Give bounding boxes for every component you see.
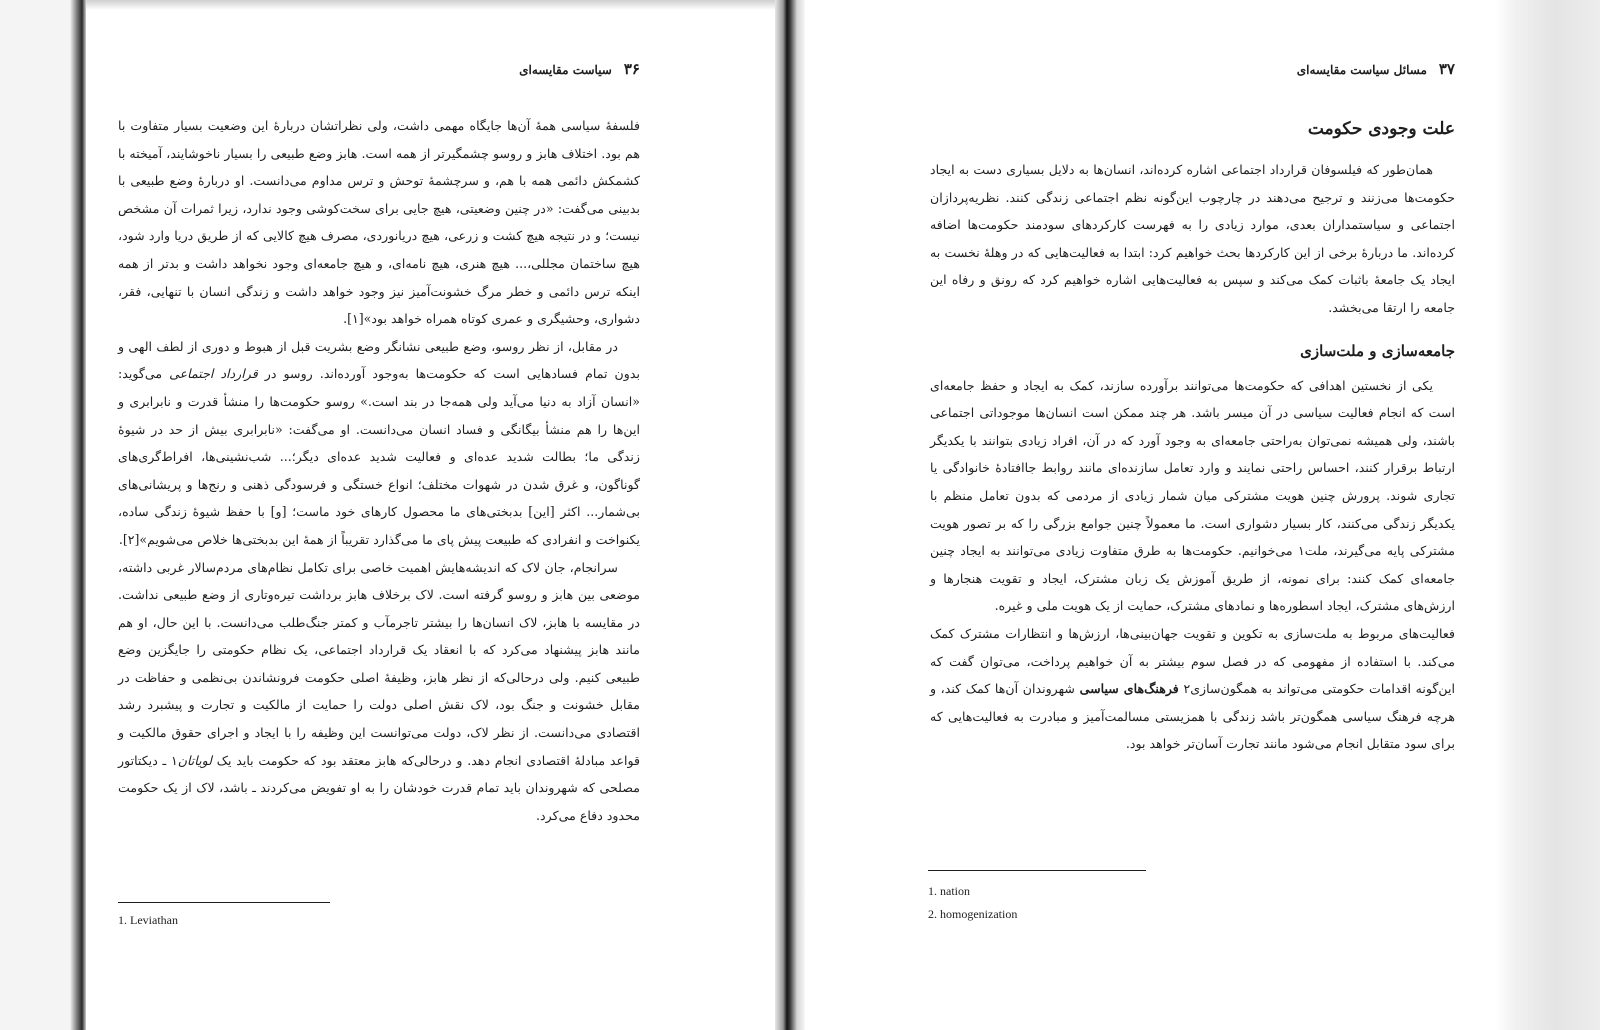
page-number: ۳۶	[623, 60, 640, 78]
section-heading: جامعه‌سازی و ملت‌سازی	[1300, 341, 1455, 360]
italic-term: لویاتان	[177, 752, 212, 768]
footnote: 1. nation	[928, 884, 970, 898]
running-title: مسائل سیاست مقایسه‌ای	[1296, 63, 1427, 77]
body-text	[118, 112, 640, 829]
book-spine	[775, 0, 805, 1030]
body-text	[930, 156, 1455, 322]
text-run: سرانجام، جان لاک که اندیشه‌هایش اهمیت خاصی برای تکامل نظام‌های مردم‌سالار غربی داشته، موضعی بین هابز و روسو گرفته است. لاک برخلاف هابز برداشت تیره‌وتاری از وضع طبیعی نداشت. در مقایسه با هابز، لاک انسان‌ها را بیشتر تاجرمآب و کمتر جنگ‌طلب می‌دانست. با این حال، او هم مانند هابز پیشنهاد می‌کرد که با انعقاد یک قرارداد اجتماعی، یک نظام حکومتی را جایگزین وضع طبیعی کنیم. ولی درحالی‌که از نظر هابز، وظیفهٔ اصلی حکومت فرونشاندن بی‌نظمی و حفاظت در مقابل خشونت و جنگ بود، لاک نقش اصلی دولت را حمایت از مالکیت و تجارت و پیشبرد رشد اقتصادی می‌دانست. از نظر لاک، دولت می‌توانست این وظیفه را با ایجاد و اجرای حقوق مالکیت و قواعد مبادلهٔ اقتصادی انجام دهد. و درحالی‌که هابز معتقد بود که حکومت باید یک	[118, 559, 640, 768]
text-run: همان‌طور که فیلسوفان قرارداد اجتماعی اشاره کرده‌اند، انسان‌ها به دلایل بسیاری دست به ایجاد حکومت‌ها می‌زنند و ترجیح می‌دهند در چارچوب این‌گونه نظم اجتماعی زندگی کنند. نظریه‌پردازان اجتماعی و سیاستمداران بعدی، موارد زیادی را به فهرست کارکردهای سودمند حکومت‌ها اضافه کرده‌اند. ما دربارهٔ برخی از این کارکردها بحث خواهیم کرد: ابتدا به فعالیت‌هایی که در وهلهٔ نخست به ایجاد یک جامعهٔ باثبات کمک می‌کند و سپس به فعالیت‌هایی اشاره خواهیم کرد که رونق و رفاه این جامعه را ارتقا می‌بخشد.	[930, 162, 1455, 315]
right-page	[930, 60, 1455, 758]
text-run: فلسفهٔ سیاسی همهٔ آن‌ها جایگاه مهمی داشت، ولی نظراتشان دربارهٔ این وضعیت بسیار متفاوت با هم بود. اختلاف هابز و روسو چشمگیرتر از همه است. هابز وضع طبیعی را بسیار ناخوشایند، آمیخته با کشمکش دائمی همه با هم، و سرچشمهٔ توحش و ترس مداوم می‌دانست. او دربارهٔ وضع طبیعی با بدبینی می‌گفت: «در چنین وضعیتی، هیچ جایی برای سخت‌کوشی وجود ندارد، زیرا ثمرات آن مشخص نیست؛ و در نتیجه هیچ کشت و زرعی، هیچ دریانوردی، مصرف هیچ کالایی که از طریق دریا وارد شود، هیچ ساختمان مجللی،... هیچ هنری، هیچ نامه‌ای، و هیچ جامعه‌ای وجود نخواهد داشت و بدتر از همه اینکه ترس دائمی و خطر مرگ خشونت‌آمیز نیز وجود خواهد داشت و زندگی انسان با تنهایی، فقر، دشواری، وحشیگری و عمری کوتاه همراه خواهد بود»[۱].	[118, 118, 640, 327]
body-text	[930, 372, 1455, 758]
left-scan-edge	[0, 0, 86, 1030]
footnotes	[928, 880, 1017, 926]
text-run: شهروندان آن‌ها کمک کند، و هرچه فرهنگ سیاسی همگون‌تر باشد زندگی با همزیستی مسالمت‌آمیز و مبادرت به فعالیت‌هایی که برای سود متقابل انجام می‌شود مانند تجارت آسان‌تر خواهد بود.	[930, 681, 1455, 752]
section-heading: علت وجودی حکومت	[1307, 119, 1455, 139]
footnote-rule	[928, 870, 1146, 871]
footnote: 1. Leviathan	[118, 913, 178, 927]
paragraph	[118, 554, 640, 830]
italic-term: قرارداد اجتماعی	[169, 366, 258, 382]
bold-term: فرهنگ‌های سیاسی	[1079, 681, 1179, 697]
paragraph	[118, 112, 640, 333]
text-run: در مقابل، از نظر روسو، وضع طبیعی نشانگر وضع بشریت قبل از هبوط و دوری از لطف الهی و بدون تمام فسادهایی است که حکومت‌ها به‌وجود آورده‌اند. روسو در	[118, 338, 641, 382]
running-title: سیاست مقایسه‌ای	[519, 63, 612, 77]
text-run: ۱ ـ دیکتاتور مصلحی که شهروندان باید تمام قدرت خودشان را به او تفویض می‌کردند ـ باشد، لاک از یک حکومت محدود دفاع می‌کرد.	[118, 752, 640, 823]
right-scan-edge	[1495, 0, 1600, 1030]
footnote-rule	[118, 902, 330, 903]
paragraph	[930, 620, 1455, 758]
text-run: فعالیت‌های مربوط به ملت‌سازی به تکوین و تقویت جهان‌بینی‌ها، ارزش‌ها و انتظارات مشترک کمک می‌کند. با استفاده از مفهومی که در فصل سوم بیشتر به آن خواهیم پرداخت، می‌توان گفت که این‌گونه اقدامات حکومتی می‌تواند به همگون‌سازی۲	[930, 625, 1455, 697]
paragraph	[930, 372, 1455, 620]
paragraph	[118, 333, 640, 554]
footnotes	[118, 909, 178, 932]
text-run: یکی از نخستین اهدافی که حکومت‌ها می‌توانند برآورده سازند، کمک به ایجاد و حفظ جامعه‌ای است که انجام فعالیت سیاسی در آن میسر باشد. هر چند ممکن است انسان‌ها موجوداتی اجتماعی باشند، ولی همیشه نمی‌توان به‌راحتی جامعه‌ای به وجود آورد که در آن، افراد زیادی بتوانند با یکدیگر ارتباط برقرار کنند، احساس راحتی نمایند و وارد تعامل سازنده‌ای مانند روابط جاافتادهٔ خانوادگی یا تجاری شوند. پرورش چنین هویت مشترکی میان شمار زیادی از مردمی که بدون تعامل منظم با یکدیگر زندگی می‌کنند، کار بسیار دشواری است. ما معمولاً چنین جوامع بزرگی را که بر تصور هویت مشترکی پایه می‌گیرند، ملت۱ می‌خوانیم. حکومت‌ها به طرق متفاوت زیادی می‌توانند به ایجاد چنین جامعه‌ای کمک کنند: برای نمونه، از طریق آموزش یک زبان مشترک، ایجاد و تقویت هنجارها و ارزش‌های مشترک، ایجاد اسطوره‌ها و نمادهای مشترک، حمایت از یک هویت ملی و غیره.	[930, 377, 1456, 614]
footnote: 2. homogenization	[928, 907, 1018, 921]
top-shadow	[86, 0, 775, 10]
left-page	[118, 60, 640, 829]
paragraph	[930, 156, 1455, 322]
running-head	[118, 60, 640, 84]
running-head	[930, 60, 1455, 84]
page-number: ۳۷	[1438, 60, 1455, 78]
text-run: می‌گوید: «انسان آزاد به دنیا می‌آید ولی همه‌جا در بند است.» روسو حکومت‌ها را منشأ قدرت و نابرابری و این‌ها را هم منشأ بیگانگی و فساد انسان می‌دانست. او می‌گفت: «نابرابری بیش از حد در شیوهٔ زندگی ما؛ بطالت شدید عده‌ای و فعالیت شدید عده‌ای دیگر؛... شب‌نشینی‌ها، افراط‌گری‌های گوناگون، و غرق شدن در شهوات مختلف؛ انواع خستگی و فرسودگی ذهنی و رنج‌ها و پریشانی‌های بی‌شمار... اکثر [این] بدبختی‌های ما محصول کارهای خود ماست؛ [و] با حفظ شیوهٔ زندگی ساده، یکنواخت و انفرادی که طبیعت پیش پای ما می‌گذارد تقریباً از همهٔ این بدبختی‌ها خلاص می‌شویم»[۲].	[118, 366, 640, 547]
